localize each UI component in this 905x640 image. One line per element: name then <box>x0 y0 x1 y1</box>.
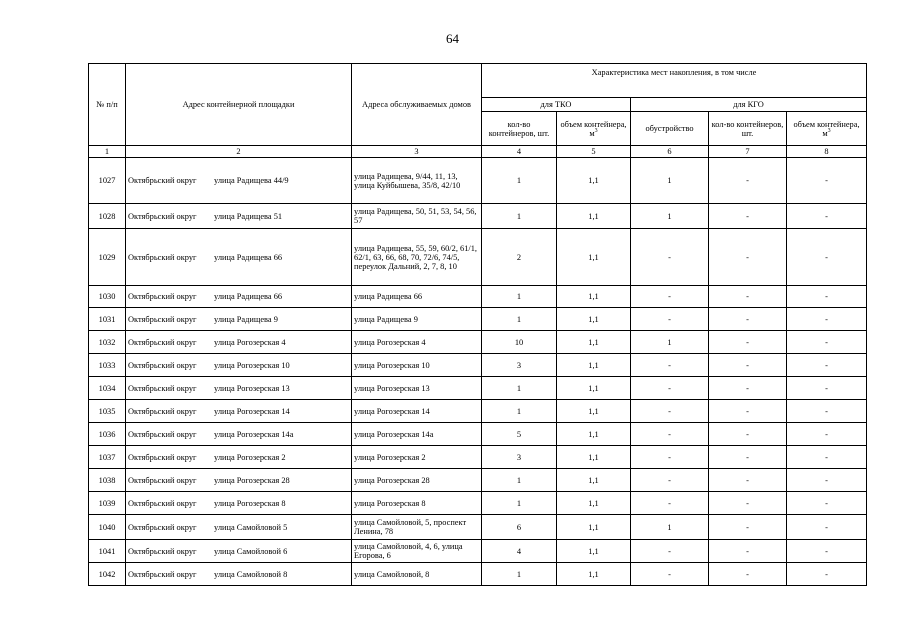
street-address: улица Рогозерская 4 <box>214 337 286 347</box>
district: Октябрьский округ <box>128 522 197 532</box>
district: Октябрьский округ <box>128 292 197 302</box>
district: Октябрьский округ <box>128 383 197 393</box>
kgo-equipment: - <box>631 354 709 377</box>
table-row <box>89 400 867 423</box>
kgo-container-volume: - <box>787 423 867 446</box>
street-address: улица Рогозерская 8 <box>214 498 286 508</box>
tko-container-count: 2 <box>482 229 557 286</box>
kgo-container-count: - <box>709 331 787 354</box>
row-number: 1027 <box>89 158 126 204</box>
row-number: 1032 <box>89 331 126 354</box>
tko-container-volume: 1,1 <box>557 377 631 400</box>
col-number: 6 <box>631 146 709 158</box>
tko-container-count: 4 <box>482 540 557 563</box>
page-number: 64 <box>446 31 459 46</box>
served-houses: улица Радищева, 9/44, 11, 13, улица Куйбышева, 35/8, 42/10 <box>352 158 482 204</box>
kgo-container-volume: - <box>787 400 867 423</box>
kgo-container-volume: - <box>787 563 867 586</box>
kgo-container-volume: - <box>787 469 867 492</box>
table-row <box>89 286 867 308</box>
district: Октябрьский округ <box>128 360 197 370</box>
header-num: № п/п <box>89 64 126 146</box>
kgo-equipment: 1 <box>631 158 709 204</box>
table-row <box>89 469 867 492</box>
kgo-equipment: - <box>631 308 709 331</box>
served-houses: улица Радищева, 50, 51, 53, 54, 56, 57 <box>352 204 482 229</box>
kgo-equipment: - <box>631 377 709 400</box>
row-number: 1031 <box>89 308 126 331</box>
kgo-container-count: - <box>709 446 787 469</box>
served-houses: улица Рогозерская 14 <box>352 400 482 423</box>
kgo-container-count: - <box>709 354 787 377</box>
tko-container-volume: 1,1 <box>557 204 631 229</box>
kgo-container-volume: - <box>787 377 867 400</box>
tko-container-volume: 1,1 <box>557 563 631 586</box>
column-number-row <box>89 146 867 158</box>
header-address: Адрес контейнерной площадки <box>126 64 352 146</box>
tko-container-volume: 1,1 <box>557 308 631 331</box>
tko-container-volume: 1,1 <box>557 354 631 377</box>
street-address: улица Самойловой 5 <box>214 522 288 532</box>
header-characteristic: Характеристика мест накопления, в том числе <box>482 64 867 98</box>
row-number: 1039 <box>89 492 126 515</box>
served-houses: улица Рогозерская 8 <box>352 492 482 515</box>
kgo-container-count: - <box>709 377 787 400</box>
kgo-container-count: - <box>709 158 787 204</box>
kgo-container-volume: - <box>787 354 867 377</box>
kgo-equipment: - <box>631 400 709 423</box>
tko-container-count: 10 <box>482 331 557 354</box>
row-number: 1041 <box>89 540 126 563</box>
tko-container-count: 1 <box>482 400 557 423</box>
site-address <box>126 331 352 354</box>
tko-container-count: 1 <box>482 204 557 229</box>
street-address: улица Рогозерская 13 <box>214 383 290 393</box>
row-number: 1034 <box>89 377 126 400</box>
col-number: 7 <box>709 146 787 158</box>
district: Октябрьский округ <box>128 452 197 462</box>
kgo-container-volume: - <box>787 158 867 204</box>
kgo-container-count: - <box>709 540 787 563</box>
row-number: 1035 <box>89 400 126 423</box>
tko-container-volume: 1,1 <box>557 446 631 469</box>
site-address <box>126 204 352 229</box>
header-tko: для ТКО <box>482 98 631 112</box>
kgo-equipment: 1 <box>631 515 709 540</box>
tko-container-count: 1 <box>482 286 557 308</box>
col-number: 3 <box>352 146 482 158</box>
kgo-equipment: - <box>631 492 709 515</box>
street-address: улица Рогозерская 14 <box>214 406 290 416</box>
tko-container-count: 1 <box>482 492 557 515</box>
site-address <box>126 158 352 204</box>
kgo-container-count: - <box>709 308 787 331</box>
row-number: 1033 <box>89 354 126 377</box>
street-address: улица Радищева 44/9 <box>214 176 289 186</box>
table-row <box>89 563 867 586</box>
col-number: 8 <box>787 146 867 158</box>
served-houses: улица Рогозерская 10 <box>352 354 482 377</box>
served-houses: улица Радищева, 55, 59, 60/2, 61/1, 62/1, 63, 66, 68, 70, 72/6, 74/5, переулок Дальний, 2, 7, 8, 10 <box>352 229 482 286</box>
served-houses: улица Рогозерская 2 <box>352 446 482 469</box>
table-row <box>89 423 867 446</box>
header-kgo: для КГО <box>631 98 867 112</box>
site-address <box>126 354 352 377</box>
street-address: улица Радищева 9 <box>214 314 278 324</box>
table-row <box>89 308 867 331</box>
kgo-container-volume: - <box>787 515 867 540</box>
kgo-container-count: - <box>709 563 787 586</box>
tko-container-volume: 1,1 <box>557 158 631 204</box>
kgo-container-count: - <box>709 423 787 446</box>
kgo-equipment: - <box>631 563 709 586</box>
row-number: 1028 <box>89 204 126 229</box>
served-houses: улица Самойловой, 5, проспект Ленина, 78 <box>352 515 482 540</box>
row-number: 1037 <box>89 446 126 469</box>
kgo-equipment: - <box>631 446 709 469</box>
street-address: улица Рогозерская 10 <box>214 360 290 370</box>
district: Октябрьский округ <box>128 498 197 508</box>
street-address: улица Радищева 66 <box>214 252 283 262</box>
served-houses: улица Самойловой, 8 <box>352 563 482 586</box>
col-number: 4 <box>482 146 557 158</box>
tko-container-count: 3 <box>482 354 557 377</box>
header-kgo-count: кол-во контейнеров, шт. <box>709 112 787 146</box>
tko-container-volume: 1,1 <box>557 492 631 515</box>
table-row <box>89 492 867 515</box>
served-houses: улица Самойловой, 4, 6, улица Егорова, 6 <box>352 540 482 563</box>
table-row <box>89 377 867 400</box>
district: Октябрьский округ <box>128 406 197 416</box>
site-address <box>126 423 352 446</box>
header-served: Адреса обслуживаемых домов <box>352 64 482 146</box>
tko-container-count: 1 <box>482 158 557 204</box>
kgo-equipment: - <box>631 540 709 563</box>
row-number: 1042 <box>89 563 126 586</box>
kgo-container-count: - <box>709 492 787 515</box>
row-number: 1029 <box>89 229 126 286</box>
tko-container-count: 3 <box>482 446 557 469</box>
site-address <box>126 377 352 400</box>
kgo-equipment: - <box>631 423 709 446</box>
header-kgo-equip: обустройство <box>631 112 709 146</box>
street-address: улица Радищева 66 <box>214 292 283 302</box>
served-houses: улица Рогозерская 28 <box>352 469 482 492</box>
table-row <box>89 229 867 286</box>
header-tko-volume: объем контейнера, $м^3$ <box>557 112 631 146</box>
street-address: улица Самойловой 6 <box>214 546 288 556</box>
kgo-container-volume: - <box>787 331 867 354</box>
tko-container-volume: 1,1 <box>557 229 631 286</box>
street-address: улица Рогозерская 28 <box>214 475 290 485</box>
tko-container-volume: 1,1 <box>557 400 631 423</box>
header-kgo-volume: объем контейнера, $м^3$ <box>787 112 867 146</box>
district: Октябрьский округ <box>128 546 197 556</box>
container-sites-table <box>88 63 867 586</box>
col-number: 5 <box>557 146 631 158</box>
site-address <box>126 563 352 586</box>
tko-container-count: 1 <box>482 377 557 400</box>
site-address <box>126 540 352 563</box>
table-row <box>89 540 867 563</box>
kgo-container-count: - <box>709 229 787 286</box>
tko-container-count: 5 <box>482 423 557 446</box>
kgo-container-volume: - <box>787 229 867 286</box>
kgo-container-volume: - <box>787 204 867 229</box>
kgo-equipment: 1 <box>631 204 709 229</box>
street-address: улица Рогозерская 2 <box>214 452 286 462</box>
served-houses: улица Радищева 66 <box>352 286 482 308</box>
tko-container-volume: 1,1 <box>557 286 631 308</box>
district: Октябрьский округ <box>128 211 197 221</box>
district: Октябрьский округ <box>128 569 197 579</box>
site-address <box>126 308 352 331</box>
kgo-container-count: - <box>709 400 787 423</box>
site-address <box>126 229 352 286</box>
tko-container-volume: 1,1 <box>557 423 631 446</box>
served-houses: улица Радищева 9 <box>352 308 482 331</box>
kgo-equipment: - <box>631 469 709 492</box>
kgo-container-volume: - <box>787 540 867 563</box>
table-row <box>89 331 867 354</box>
tko-container-count: 1 <box>482 469 557 492</box>
served-houses: улица Рогозерская 14а <box>352 423 482 446</box>
table-row <box>89 158 867 204</box>
tko-container-volume: 1,1 <box>557 331 631 354</box>
row-number: 1030 <box>89 286 126 308</box>
site-address <box>126 515 352 540</box>
street-address: улица Радищева 51 <box>214 211 283 221</box>
header-tko-count: кол-во контейнеров, шт. <box>482 112 557 146</box>
kgo-equipment: - <box>631 229 709 286</box>
site-address <box>126 492 352 515</box>
district: Октябрьский округ <box>128 337 197 347</box>
tko-container-count: 1 <box>482 563 557 586</box>
table-row <box>89 446 867 469</box>
kgo-equipment: 1 <box>631 331 709 354</box>
district: Октябрьский округ <box>128 314 197 324</box>
table-row <box>89 515 867 540</box>
served-houses: улица Рогозерская 4 <box>352 331 482 354</box>
row-number: 1038 <box>89 469 126 492</box>
table-row <box>89 204 867 229</box>
row-number: 1036 <box>89 423 126 446</box>
district: Октябрьский округ <box>128 429 197 439</box>
kgo-container-volume: - <box>787 492 867 515</box>
tko-container-volume: 1,1 <box>557 469 631 492</box>
kgo-container-count: - <box>709 469 787 492</box>
street-address: улица Рогозерская 14а <box>214 429 294 439</box>
tko-container-volume: 1,1 <box>557 515 631 540</box>
col-number: 2 <box>126 146 352 158</box>
site-address <box>126 446 352 469</box>
kgo-container-count: - <box>709 515 787 540</box>
tko-container-count: 1 <box>482 308 557 331</box>
row-number: 1040 <box>89 515 126 540</box>
district: Октябрьский округ <box>128 252 197 262</box>
tko-container-count: 6 <box>482 515 557 540</box>
table-row <box>89 354 867 377</box>
kgo-container-volume: - <box>787 446 867 469</box>
kgo-container-count: - <box>709 286 787 308</box>
col-number: 1 <box>89 146 126 158</box>
district: Октябрьский округ <box>128 176 197 186</box>
served-houses: улица Рогозерская 13 <box>352 377 482 400</box>
kgo-container-volume: - <box>787 286 867 308</box>
kgo-container-volume: - <box>787 308 867 331</box>
site-address <box>126 286 352 308</box>
street-address: улица Самойловой 8 <box>214 569 288 579</box>
tko-container-volume: 1,1 <box>557 540 631 563</box>
kgo-container-count: - <box>709 204 787 229</box>
kgo-equipment: - <box>631 286 709 308</box>
site-address <box>126 400 352 423</box>
district: Октябрьский округ <box>128 475 197 485</box>
site-address <box>126 469 352 492</box>
